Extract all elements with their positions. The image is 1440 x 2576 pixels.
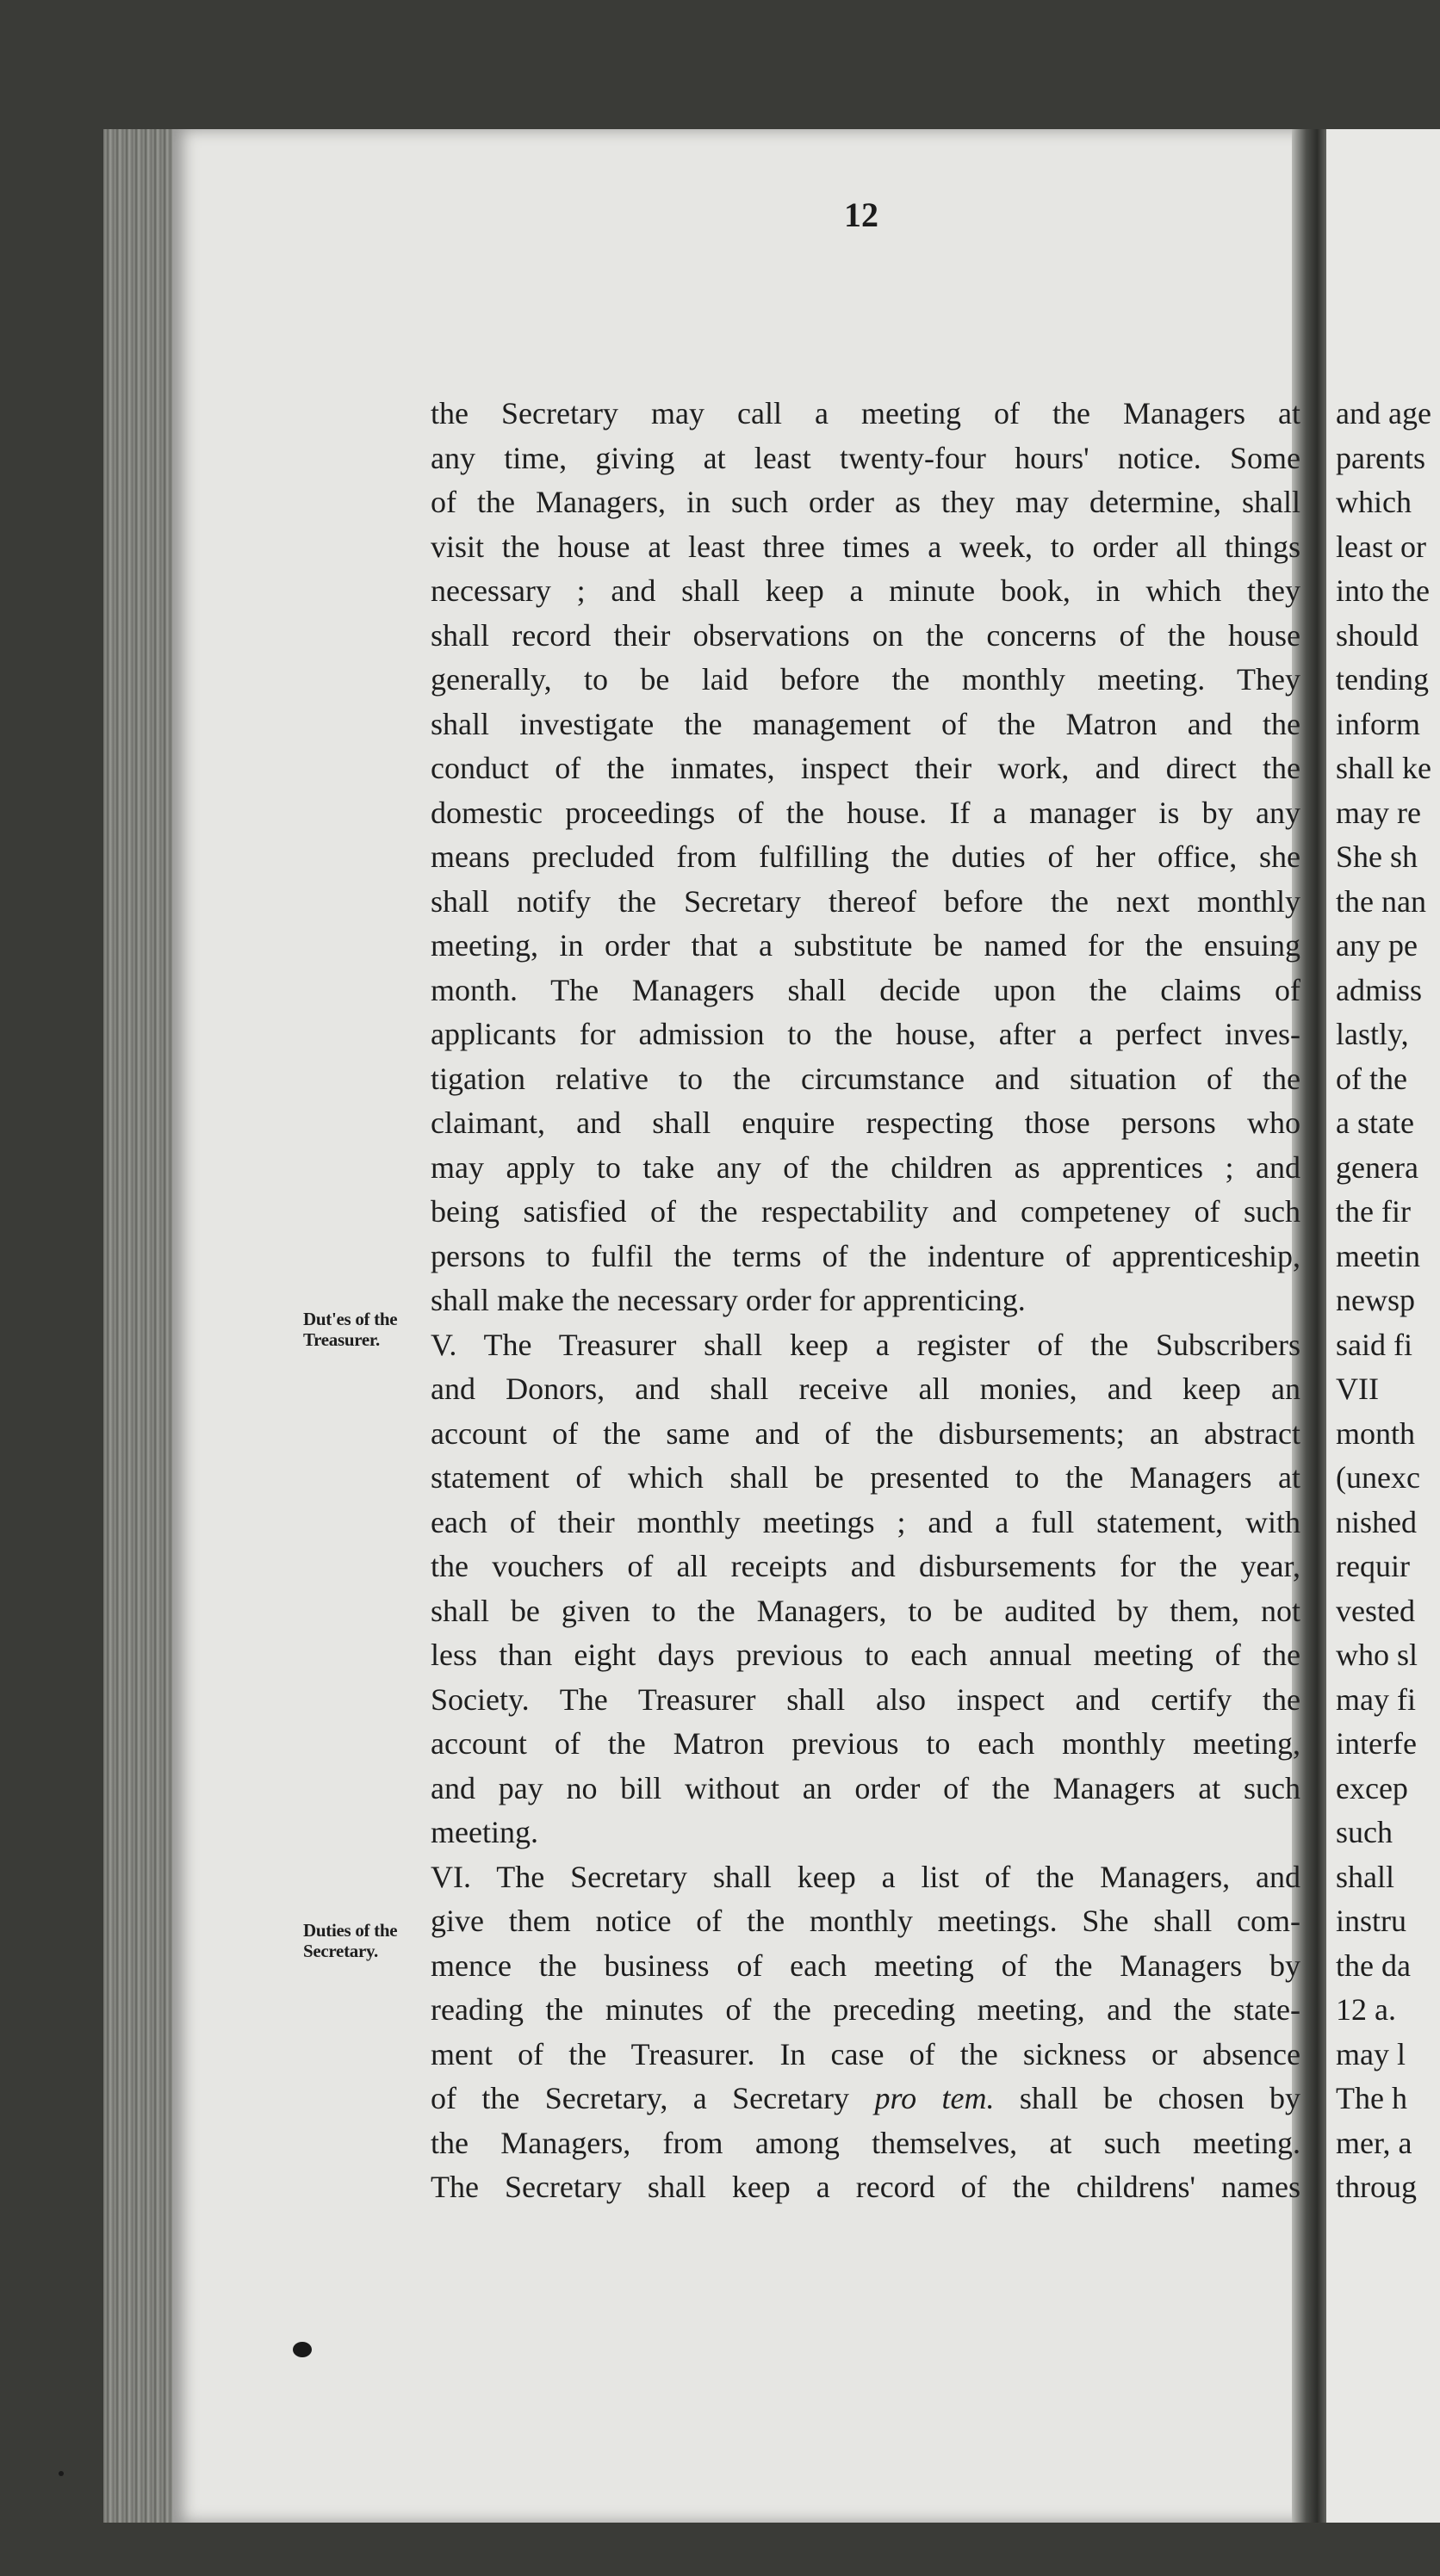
scan-speck — [59, 2471, 64, 2476]
text-line: VI. The Secretary shall keep a list of the Managers, and — [431, 1859, 1300, 1894]
facing-page-fragment: may re — [1336, 795, 1421, 830]
facing-page-fragment: meetin — [1336, 1238, 1420, 1273]
text-line: The Secretary shall keep a record of the childrens' names — [431, 2170, 1300, 2204]
facing-page-fragment: should — [1336, 617, 1419, 653]
text-line: each of their monthly meetings ; and a full statement, with — [431, 1504, 1300, 1539]
facing-page-fragment: interfe — [1336, 1726, 1417, 1761]
text-line: may apply to take any of the children as apprentices ; and — [431, 1149, 1300, 1185]
text-line: of the Managers, in such order as they may determine, shall — [431, 485, 1300, 519]
text-line: applicants for admission to the house, after a perfect inves- — [431, 1017, 1300, 1051]
text-line: meeting. — [431, 1815, 538, 1849]
facing-page-fragment: the nan — [1336, 883, 1426, 919]
facing-page-fragment: lastly, — [1336, 1017, 1409, 1051]
text-run: shall be chosen by — [1019, 2081, 1300, 2115]
text-line: domestic proceedings of the house. If a manager is by any — [431, 795, 1300, 830]
italic-text-run: pro tem. — [874, 2081, 995, 2115]
text-line: the vouchers of all receipts and disbursements for the year, — [431, 1549, 1300, 1583]
facing-page-fragment: shall ke — [1336, 751, 1431, 785]
facing-page-fragment: parents — [1336, 440, 1425, 475]
facing-page-fragment: the da — [1336, 1947, 1411, 1983]
text-line: month. The Managers shall decide upon the claims of — [431, 972, 1300, 1007]
text-line: meeting, in order that a substitute be named for the ensuing — [431, 928, 1300, 963]
scan-speck — [293, 2342, 312, 2357]
text-line: give them notice of the monthly meetings. She shall com- — [431, 1904, 1300, 1938]
facing-page-fragment: tending — [1336, 662, 1429, 697]
text-line: reading the minutes of the preceding meeting, and the state- — [431, 1992, 1300, 2027]
text-line: tigation relative to the circumstance and situation of the — [431, 1061, 1300, 1096]
text-line: the Managers, from among themselves, at such meeting. — [431, 2125, 1300, 2160]
facing-page-fragment: who sl — [1336, 1638, 1418, 1672]
facing-page-fragment: instru — [1336, 1904, 1407, 1938]
facing-page-fragment: a state — [1336, 1105, 1414, 1140]
facing-page-fragment: nished — [1336, 1504, 1417, 1539]
facing-page-fragment: (unexc — [1336, 1460, 1420, 1495]
text-line: means precluded from fulfilling the duties of her office, she — [431, 839, 1300, 874]
text-line: shall be given to the Managers, to be audited by them, not — [431, 1593, 1300, 1628]
facing-page-fragment: which — [1336, 485, 1412, 519]
facing-page-fragment: of the — [1336, 1061, 1407, 1096]
text-line: shall notify the Secretary thereof before the next monthly — [431, 883, 1300, 919]
text-line: the Secretary may call a meeting of the Managers at — [431, 396, 1300, 430]
page-stack-edge — [103, 129, 183, 2523]
text-line: persons to fulfil the terms of the indenture of apprenticeship, — [431, 1238, 1300, 1273]
text-line: shall investigate the management of the Matron and the — [431, 706, 1300, 741]
page-number: 12 — [844, 195, 878, 234]
text-line: less than eight days previous to each annual meeting of the — [431, 1638, 1300, 1672]
text-run: of the Secretary, a Secretary — [431, 2081, 850, 2115]
facing-page-fragment: throug — [1336, 2170, 1417, 2204]
page-text — [431, 392, 1300, 2210]
facing-page-fragment: 12 a. — [1336, 1992, 1396, 2027]
facing-page-fragment: said fi — [1336, 1327, 1412, 1362]
text-line: and Donors, and shall receive all monies, and keep an — [431, 1372, 1300, 1406]
facing-page-fragment: genera — [1336, 1149, 1418, 1185]
facing-page-fragment: the fir — [1336, 1194, 1411, 1229]
text-line: account of the same and of the disbursements; an abstract — [431, 1415, 1300, 1451]
facing-page-fragment: such — [1336, 1815, 1393, 1849]
text-line: V. The Treasurer shall keep a register of the Subscribers — [431, 1327, 1300, 1362]
margin-note-treasurer: Dut'es of the Treasurer. — [303, 1309, 398, 1350]
text-line: and pay no bill without an order of the Managers at such — [431, 1770, 1300, 1805]
facing-page-fragment: mer, a — [1336, 2125, 1412, 2160]
text-line: ment of the Treasurer. In case of the sickness or absence — [431, 2036, 1300, 2071]
text-line — [431, 2077, 1300, 2121]
text-line: shall record their observations on the concerns of the house — [431, 617, 1300, 653]
facing-page-fragment: and age — [1336, 396, 1431, 430]
facing-page-fragment: VII — [1336, 1372, 1379, 1406]
text-line: conduct of the inmates, inspect their work, and direct the — [431, 751, 1300, 785]
facing-page-fragment: She sh — [1336, 839, 1418, 874]
facing-page-fragment: shall — [1336, 1859, 1394, 1894]
facing-page-fragment: least or — [1336, 529, 1426, 564]
text-line: shall make the necessary order for apprenticing. — [431, 1283, 1026, 1317]
facing-page-fragment: month — [1336, 1415, 1416, 1451]
facing-page-fragment: may fi — [1336, 1681, 1416, 1717]
text-line: claimant, and shall enquire respecting those persons who — [431, 1105, 1300, 1140]
facing-page-fragment: may l — [1336, 2036, 1406, 2071]
text-line: mence the business of each meeting of the Managers by — [431, 1947, 1300, 1983]
facing-page-fragment: any pe — [1336, 928, 1418, 963]
text-line: Society. The Treasurer shall also inspect and certify the — [431, 1681, 1300, 1717]
facing-page-fragment: requir — [1336, 1549, 1410, 1583]
text-line: being satisfied of the respectability and competeney of such — [431, 1194, 1300, 1229]
text-line: any time, giving at least twenty-four hours' notice. Some — [431, 440, 1300, 475]
facing-page-text — [1336, 392, 1440, 2210]
margin-note-secretary: Duties of the Secretary. — [303, 1920, 398, 1961]
facing-page-fragment: The h — [1336, 2081, 1407, 2115]
text-line: visit the house at least three times a week, to order all things — [431, 529, 1300, 564]
facing-page-fragment: excep — [1336, 1770, 1408, 1805]
facing-page-fragment: admiss — [1336, 972, 1423, 1007]
text-line: generally, to be laid before the monthly meeting. They — [431, 662, 1300, 697]
facing-page-fragment: into the — [1336, 573, 1430, 608]
text-line: statement of which shall be presented to the Managers at — [431, 1460, 1300, 1495]
facing-page-fragment: newsp — [1336, 1283, 1415, 1317]
facing-page-fragment: inform — [1336, 706, 1420, 741]
text-line: necessary ; and shall keep a minute book, in which they — [431, 573, 1300, 608]
text-line: account of the Matron previous to each monthly meeting, — [431, 1726, 1300, 1761]
facing-page-fragment: vested — [1336, 1593, 1415, 1628]
